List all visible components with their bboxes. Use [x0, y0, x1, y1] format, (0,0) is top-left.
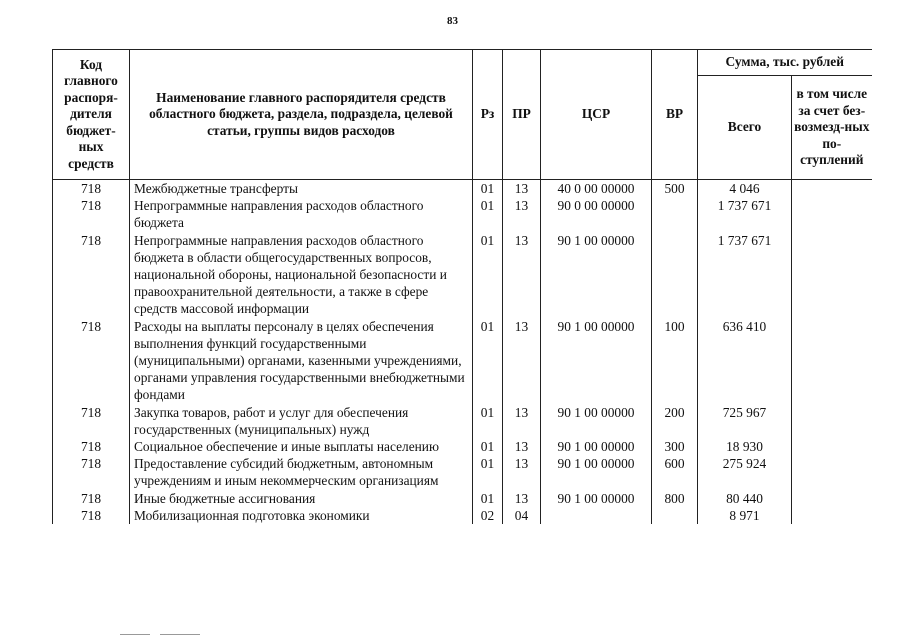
cell-pr: 13	[503, 180, 541, 198]
cell-name: Иные бюджетные ассигнования	[130, 490, 473, 507]
cell-vr	[652, 197, 698, 231]
cell-gratuitous	[792, 455, 872, 489]
cell-csr: 90 1 00 00000	[541, 438, 652, 455]
cell-name: Закупка товаров, работ и услуг для обеспечения государственных (муниципальных) нужд	[130, 404, 473, 438]
table-row	[53, 404, 872, 438]
cell-csr: 90 1 00 00000	[541, 232, 652, 318]
cell-vr: 200	[652, 404, 698, 438]
cell-rz: 01	[473, 404, 503, 438]
header-gratuitous: в том числе за счет без-возмезд-ных по-ступлений	[792, 76, 872, 180]
cell-rz: 01	[473, 455, 503, 489]
header-code: Код главного распоря-дителя бюджет-ных средств	[53, 50, 130, 180]
cell-code: 718	[53, 507, 130, 524]
cell-gratuitous	[792, 404, 872, 438]
cell-name: Непрограммные направления расходов областного бюджета	[130, 197, 473, 231]
cell-pr: 13	[503, 318, 541, 404]
cell-pr: 13	[503, 455, 541, 489]
cell-code: 718	[53, 180, 130, 198]
header-sum: Сумма, тыс. рублей	[698, 50, 872, 76]
header-pr: ПР	[503, 50, 541, 180]
cell-rz: 01	[473, 180, 503, 198]
cell-gratuitous	[792, 180, 872, 198]
table-row	[53, 438, 872, 455]
cell-vr: 800	[652, 490, 698, 507]
cell-rz: 01	[473, 490, 503, 507]
cell-gratuitous	[792, 490, 872, 507]
cell-pr: 13	[503, 490, 541, 507]
cell-vr: 300	[652, 438, 698, 455]
cell-name: Межбюджетные трансферты	[130, 180, 473, 198]
cell-rz: 01	[473, 438, 503, 455]
cell-csr: 90 1 00 00000	[541, 490, 652, 507]
table-row	[53, 232, 872, 318]
cell-csr: 90 1 00 00000	[541, 404, 652, 438]
table-row	[53, 490, 872, 507]
header-rz: Рз	[473, 50, 503, 180]
cell-rz: 01	[473, 318, 503, 404]
cell-total: 4 046	[698, 180, 792, 198]
table-row	[53, 197, 872, 231]
cell-total: 80 440	[698, 490, 792, 507]
cell-rz: 02	[473, 507, 503, 524]
cell-gratuitous	[792, 197, 872, 231]
page-number: 83	[447, 15, 458, 27]
cell-total: 275 924	[698, 455, 792, 489]
cell-name: Мобилизационная подготовка экономики	[130, 507, 473, 524]
cell-pr: 13	[503, 438, 541, 455]
cell-name: Расходы на выплаты персоналу в целях обеспечения выполнения функций государственными (муниципальными) органами, казенными учреждениями, органами управления государственными внебюджетными фондами	[130, 318, 473, 404]
cell-vr: 100	[652, 318, 698, 404]
cell-code: 718	[53, 490, 130, 507]
cell-code: 718	[53, 232, 130, 318]
cell-code: 718	[53, 438, 130, 455]
budget-table	[52, 49, 872, 524]
header-name: Наименование главного распорядителя средств областного бюджета, раздела, подраздела, целевой статьи, группы видов расходов	[130, 50, 473, 180]
cell-name: Предоставление субсидий бюджетным, автономным учреждениям и иным некоммерческим организациям	[130, 455, 473, 489]
cell-csr: 40 0 00 00000	[541, 180, 652, 198]
cell-vr	[652, 232, 698, 318]
cell-code: 718	[53, 404, 130, 438]
cell-code: 718	[53, 197, 130, 231]
table-row	[53, 318, 872, 404]
table-row	[53, 507, 872, 524]
cell-csr	[541, 507, 652, 524]
header-vr: ВР	[652, 50, 698, 180]
cell-gratuitous	[792, 318, 872, 404]
cell-total: 8 971	[698, 507, 792, 524]
table-body	[53, 180, 872, 525]
cell-name: Социальное обеспечение и иные выплаты населению	[130, 438, 473, 455]
cell-rz: 01	[473, 197, 503, 231]
scan-mark	[160, 634, 200, 635]
cell-total: 725 967	[698, 404, 792, 438]
cell-csr: 90 1 00 00000	[541, 455, 652, 489]
cell-name: Непрограммные направления расходов областного бюджета в области общегосударственных вопросов, национальной обороны, национальной безопасности и правоохранительной деятельности, а также в сфере средств массовой информации	[130, 232, 473, 318]
cell-pr: 13	[503, 404, 541, 438]
cell-pr: 13	[503, 232, 541, 318]
header-csr: ЦСР	[541, 50, 652, 180]
header-total: Всего	[698, 76, 792, 180]
table-row	[53, 180, 872, 198]
cell-pr: 04	[503, 507, 541, 524]
cell-total: 1 737 671	[698, 197, 792, 231]
cell-rz: 01	[473, 232, 503, 318]
scan-mark	[120, 634, 150, 635]
cell-vr: 600	[652, 455, 698, 489]
cell-gratuitous	[792, 438, 872, 455]
cell-csr: 90 1 00 00000	[541, 318, 652, 404]
cell-vr: 500	[652, 180, 698, 198]
cell-gratuitous	[792, 507, 872, 524]
cell-csr: 90 0 00 00000	[541, 197, 652, 231]
cell-total: 636 410	[698, 318, 792, 404]
cell-gratuitous	[792, 232, 872, 318]
table-row	[53, 455, 872, 489]
cell-pr: 13	[503, 197, 541, 231]
cell-code: 718	[53, 318, 130, 404]
cell-total: 18 930	[698, 438, 792, 455]
cell-vr	[652, 507, 698, 524]
cell-total: 1 737 671	[698, 232, 792, 318]
cell-code: 718	[53, 455, 130, 489]
